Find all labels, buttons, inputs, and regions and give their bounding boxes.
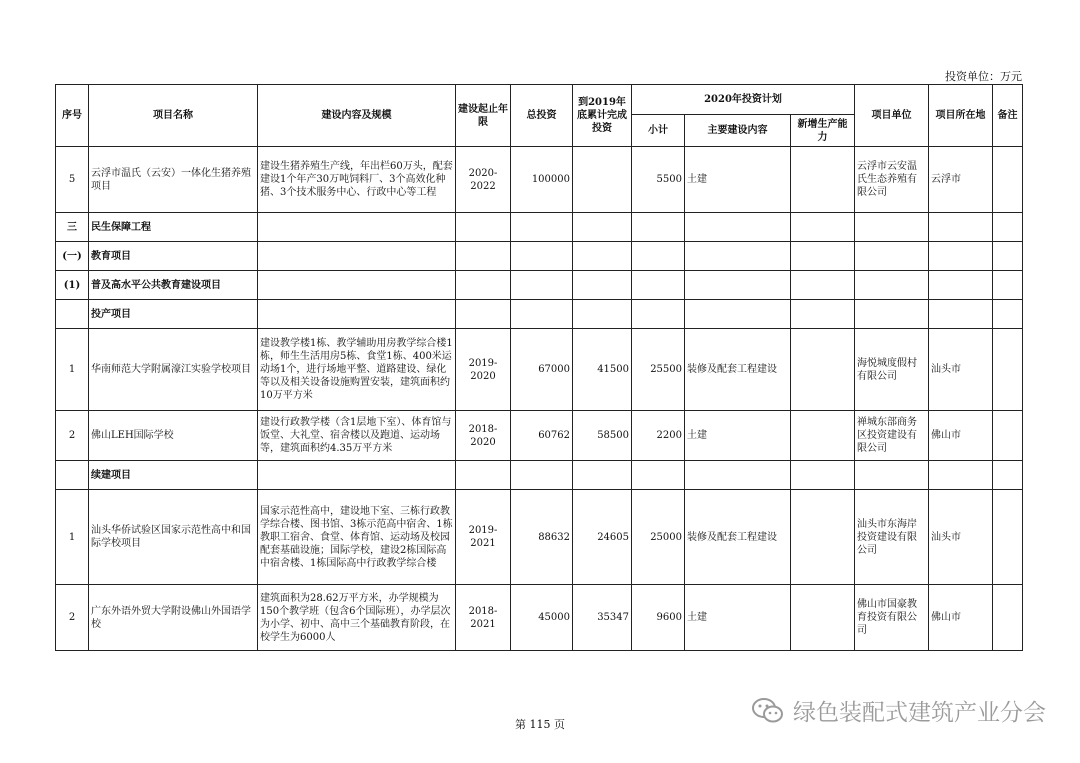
row-name: 汕头华侨试验区国家示范性高中和国际学校项目 bbox=[89, 490, 258, 585]
section-title: 民生保障工程 bbox=[89, 213, 258, 242]
header-row-1 bbox=[56, 85, 1023, 115]
header-location: 项目所在地 bbox=[929, 85, 993, 147]
row-location: 佛山市 bbox=[929, 585, 993, 651]
row-content: 建设生猪养殖生产线，年出栏60万头，配套建设1个年产30万吨饲料厂、3个高效化种猪、3个技术服务中心、行政中心等工程 bbox=[258, 147, 456, 213]
row-main-content: 土建 bbox=[685, 411, 791, 461]
row-location: 汕头市 bbox=[929, 490, 993, 585]
section-title: 普及高水平公共教育建设项目 bbox=[89, 271, 258, 300]
row-content: 建筑面积为28.62万平方米，办学规模为150个教学班（包含6个国际班），办学层次为小学、初中、高中三个基础教育阶段，在校学生为6000人 bbox=[258, 585, 456, 651]
section-row bbox=[56, 242, 1023, 271]
row-content: 建设行政教学楼（含1层地下室）、体育馆与饭堂、大礼堂、宿舍楼以及跑道、运动场等，建筑面积约4.35万平方米 bbox=[258, 411, 456, 461]
row-subtotal: 25500 bbox=[632, 329, 685, 411]
row-name: 云浮市温氏（云安）一体化生猪养殖项目 bbox=[89, 147, 258, 213]
header-plan-2020: 2020年投资计划 bbox=[632, 85, 855, 115]
row-seq: 1 bbox=[56, 490, 89, 585]
investment-plan-table bbox=[55, 84, 1023, 651]
header-new-capacity: 新增生产能力 bbox=[791, 115, 855, 147]
header-main-content: 主要建设内容 bbox=[685, 115, 791, 147]
row-main-content: 装修及配套工程建设 bbox=[685, 490, 791, 585]
row-main-content: 土建 bbox=[685, 147, 791, 213]
row-period: 2020-2022 bbox=[456, 147, 511, 213]
row-subtotal: 2200 bbox=[632, 411, 685, 461]
row-location: 云浮市 bbox=[929, 147, 993, 213]
header-subtotal: 小计 bbox=[632, 115, 685, 147]
row-subtotal: 9600 bbox=[632, 585, 685, 651]
row-content: 建设教学楼1栋、教学辅助用房教学综合楼1栋，师生生活用房5栋、食堂1栋、400米运动场1个，进行场地平整、道路建设、绿化等以及相关设备设施购置安装，建筑面积约10万平方米 bbox=[258, 329, 456, 411]
header-content: 建设内容及规模 bbox=[258, 85, 456, 147]
header-cumulative: 到2019年底累计完成投资 bbox=[573, 85, 632, 147]
section-seq: (1) bbox=[56, 271, 89, 300]
table-row bbox=[56, 147, 1023, 213]
row-cumulative: 41500 bbox=[573, 329, 632, 411]
row-remark bbox=[993, 490, 1023, 585]
subsection-row bbox=[56, 300, 1023, 329]
row-total: 67000 bbox=[511, 329, 573, 411]
row-name: 佛山LEH国际学校 bbox=[89, 411, 258, 461]
row-subtotal: 5500 bbox=[632, 147, 685, 213]
header-name: 项目名称 bbox=[89, 85, 258, 147]
row-unit: 佛山市国豪教育投资有限公司 bbox=[855, 585, 929, 651]
row-remark bbox=[993, 585, 1023, 651]
row-content: 国家示范性高中，建设地下室、三栋行政教学综合楼、图书馆、3栋示范高中宿舍、1栋教职工宿舍、食堂、体育馆、运动场及校园配套基础设施；国际学校，建设2栋国际高中宿舍楼、1栋国际高中行政教学综合楼 bbox=[258, 490, 456, 585]
row-cumulative: 35347 bbox=[573, 585, 632, 651]
row-seq: 5 bbox=[56, 147, 89, 213]
row-seq: 2 bbox=[56, 585, 89, 651]
section-row bbox=[56, 213, 1023, 242]
table-row bbox=[56, 490, 1023, 585]
row-unit: 禅城东部商务区投资建设有限公司 bbox=[855, 411, 929, 461]
row-cumulative bbox=[573, 147, 632, 213]
row-location: 佛山市 bbox=[929, 411, 993, 461]
row-unit: 汕头市东海岸投资建设有限公司 bbox=[855, 490, 929, 585]
subsection-title: 续建项目 bbox=[89, 461, 258, 490]
row-period: 2018-2021 bbox=[456, 585, 511, 651]
row-total: 88632 bbox=[511, 490, 573, 585]
row-seq: 1 bbox=[56, 329, 89, 411]
row-unit: 海悦城度假村有限公司 bbox=[855, 329, 929, 411]
section-row bbox=[56, 271, 1023, 300]
header-seq: 序号 bbox=[56, 85, 89, 147]
row-new-capacity bbox=[791, 329, 855, 411]
row-cumulative: 24605 bbox=[573, 490, 632, 585]
table-row bbox=[56, 585, 1023, 651]
row-period: 2019-2020 bbox=[456, 329, 511, 411]
row-new-capacity bbox=[791, 147, 855, 213]
section-seq: 三 bbox=[56, 213, 89, 242]
row-period: 2019-2021 bbox=[456, 490, 511, 585]
row-main-content: 土建 bbox=[685, 585, 791, 651]
row-new-capacity bbox=[791, 490, 855, 585]
investment-unit-note: 投资单位：万元 bbox=[945, 70, 1022, 83]
row-total: 45000 bbox=[511, 585, 573, 651]
row-total: 60762 bbox=[511, 411, 573, 461]
section-seq: (一) bbox=[56, 242, 89, 271]
row-total: 100000 bbox=[511, 147, 573, 213]
row-seq: 2 bbox=[56, 411, 89, 461]
header-remark: 备注 bbox=[993, 85, 1023, 147]
watermark-text: 绿色装配式建筑产业分会 bbox=[793, 700, 1046, 726]
header-total: 总投资 bbox=[511, 85, 573, 147]
row-main-content: 装修及配套工程建设 bbox=[685, 329, 791, 411]
row-name: 广东外语外贸大学附设佛山外国语学校 bbox=[89, 585, 258, 651]
row-location: 汕头市 bbox=[929, 329, 993, 411]
table-row bbox=[56, 329, 1023, 411]
row-subtotal: 25000 bbox=[632, 490, 685, 585]
row-cumulative: 58500 bbox=[573, 411, 632, 461]
row-remark bbox=[993, 329, 1023, 411]
row-name: 华南师范大学附属濠江实验学校项目 bbox=[89, 329, 258, 411]
row-remark bbox=[993, 147, 1023, 213]
subsection-row bbox=[56, 461, 1023, 490]
row-unit: 云浮市云安温氏生态养殖有限公司 bbox=[855, 147, 929, 213]
subsection-title: 投产项目 bbox=[89, 300, 258, 329]
row-new-capacity bbox=[791, 585, 855, 651]
page-number: 第 115 页 bbox=[515, 718, 565, 731]
section-title: 教育项目 bbox=[89, 242, 258, 271]
row-period: 2018-2020 bbox=[456, 411, 511, 461]
table-row bbox=[56, 411, 1023, 461]
row-remark bbox=[993, 411, 1023, 461]
header-period: 建设起止年限 bbox=[456, 85, 511, 147]
row-new-capacity bbox=[791, 411, 855, 461]
header-unit: 项目单位 bbox=[855, 85, 929, 147]
